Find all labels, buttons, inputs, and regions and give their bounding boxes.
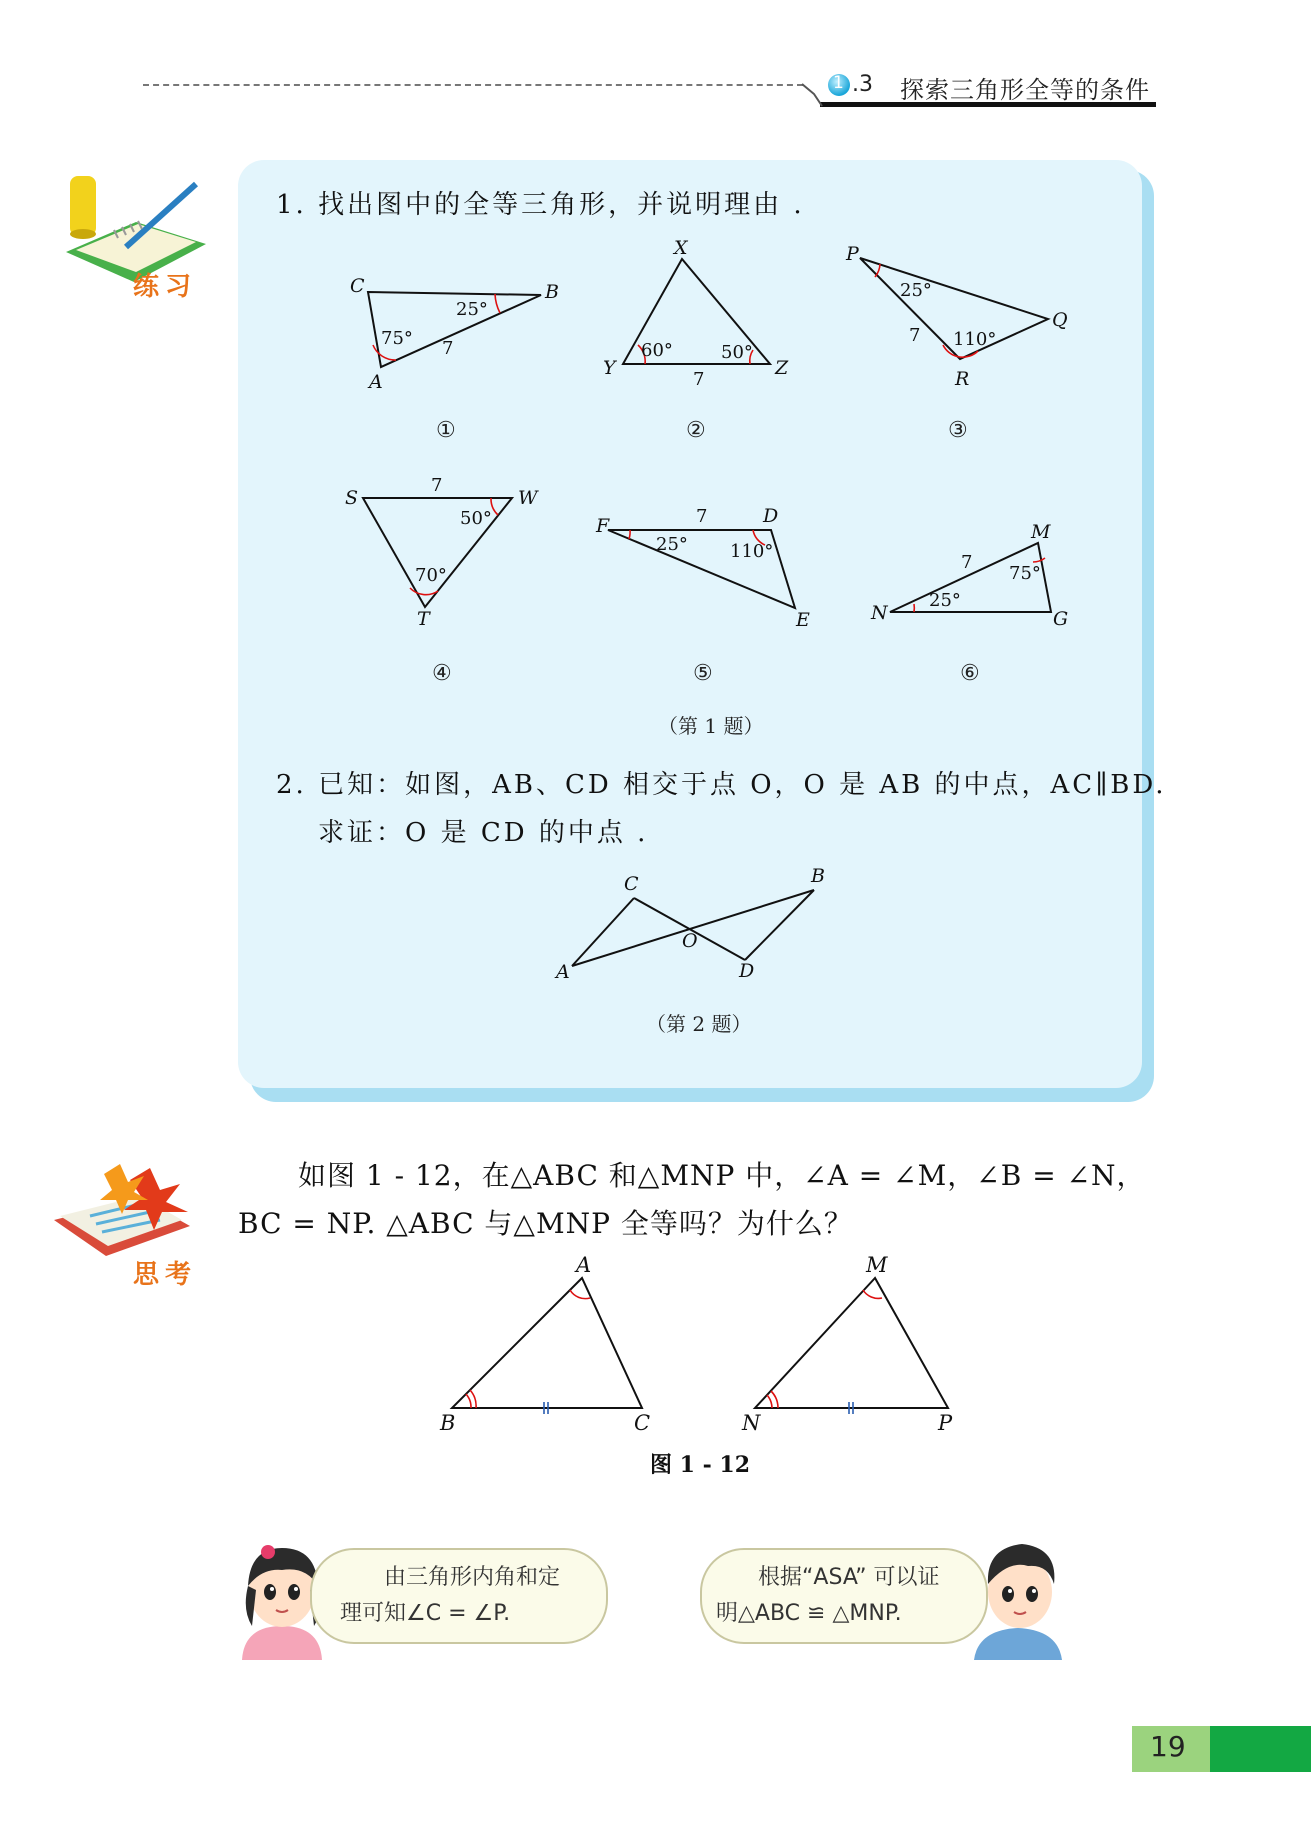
think-question [238,1152,1168,1248]
figure-number-6: ⑥ [960,661,980,686]
figure-number-4: ④ [432,661,452,686]
label-q: Q [1052,309,1068,331]
section-title: 探索三角形全等的条件 [900,76,1150,104]
side-2: 7 [693,369,705,390]
section-number: 1 [833,73,844,93]
label-d: D [763,505,779,527]
label-c1: C [350,275,365,297]
fig-label-p: P [938,1411,953,1435]
angle-1b: 75° [381,328,413,349]
q1-caption: （第 1 题） [658,714,764,738]
side-6: 7 [961,552,973,573]
label-n: N [871,602,888,624]
section-subnumber: .3 [852,72,873,97]
angle-4b: 70° [415,565,447,586]
angle-2b: 50° [721,342,753,363]
label-r: R [955,368,970,390]
label-s: S [345,487,359,509]
label-m: M [1031,521,1051,543]
angle-6b: 25° [929,590,961,611]
page-number: 19 [1150,1730,1186,1763]
q2-label-a: A [556,961,570,983]
label-b1: B [545,281,559,303]
figure-number-1: ① [436,418,456,443]
boy-avatar [968,1530,1068,1660]
q2-caption: （第 2 题） [646,1012,752,1036]
header-dashed-line [143,84,803,86]
figure-caption: 图 1 - 12 [650,1452,751,1478]
q2-label-o: O [682,930,698,952]
angle-5b: 110° [730,541,774,562]
speech-bubble-right [700,1548,988,1644]
figure-number-5: ⑤ [693,661,713,686]
q2-label-d: D [739,960,755,982]
think-label: 思考 [133,1260,198,1290]
think-line-1: 如图 1 - 12，在△ABC 和△MNP 中，∠A = ∠M，∠B = ∠N， [298,1159,1146,1192]
fig-label-b: B [440,1411,456,1435]
label-z: Z [775,357,789,379]
figure-1-12 [430,1250,990,1440]
q2-label-b: B [811,865,825,887]
bubble-left-line2: 理可知∠C = ∠P. [340,1601,511,1626]
speech-bubble-left [310,1548,608,1644]
label-y: Y [603,357,616,379]
header-bracket [800,80,830,110]
label-t: T [417,608,430,630]
fig-label-a: A [576,1253,592,1277]
figure-number-2: ② [686,418,706,443]
angle-4a: 50° [460,508,492,529]
label-g: G [1053,608,1069,630]
q2-label-c: C [624,873,639,895]
angle-2a: 60° [641,340,673,361]
bubble-right-line1: 根据“ASA” 可以证 [758,1565,940,1590]
practice-label: 练习 [133,272,198,302]
label-x: X [674,237,688,259]
label-e: E [796,609,810,631]
angle-5a: 25° [656,534,688,555]
question-1: 1. 找出图中的全等三角形，并说明理由 . [276,190,805,220]
side-1: 7 [442,338,454,359]
label-p: P [846,243,859,265]
label-f: F [596,515,610,537]
label-w: W [518,487,538,509]
page-number-bar [1210,1726,1311,1772]
fig-label-m: M [866,1253,888,1277]
fig-label-n: N [742,1411,761,1435]
side-3: 7 [909,325,921,346]
angle-6a: 75° [1009,563,1041,584]
bubble-left-line1: 由三角形内角和定 [384,1565,561,1590]
think-line-2: BC = NP. △ABC 与△MNP 全等吗？为什么？ [238,1207,853,1240]
side-4: 7 [431,475,443,496]
bubble-right-line2: 明△ABC ≌ △MNP. [716,1601,902,1626]
question-2-line1: 2. 已知：如图，AB、CD 相交于点 O，O 是 AB 的中点，AC∥BD. [276,770,1167,800]
side-5: 7 [696,506,708,527]
angle-1a: 25° [456,299,488,320]
q2-figure [540,860,840,990]
figure-number-3: ③ [948,418,968,443]
fig-label-c: C [634,1411,651,1435]
question-2-line2: 求证：O 是 CD 的中点 . [318,818,649,848]
angle-3a: 25° [900,280,932,301]
label-a1: A [369,371,383,393]
angle-3b: 110° [953,329,997,350]
